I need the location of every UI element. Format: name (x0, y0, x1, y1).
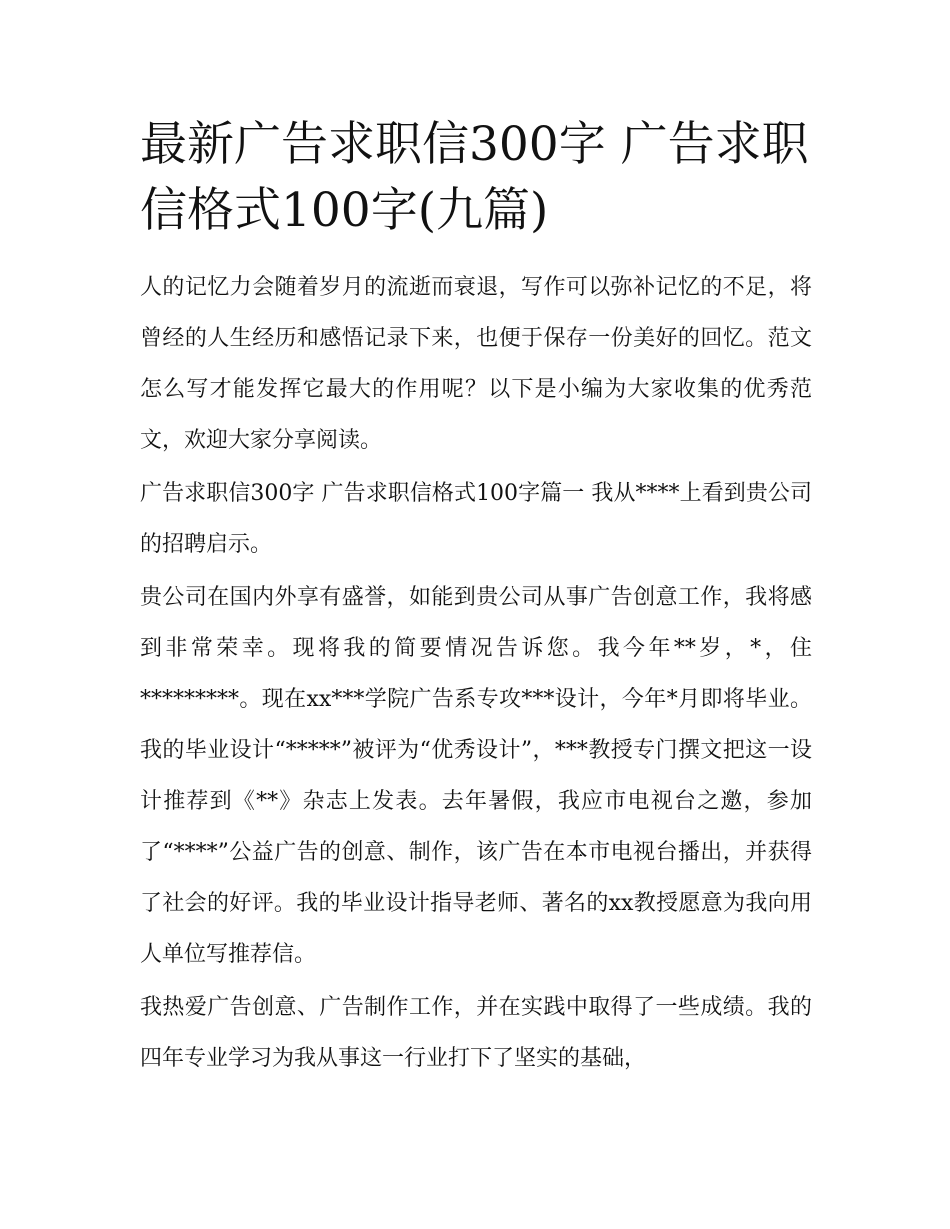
intro-paragraph: 人的记忆力会随着岁月的流逝而衰退，写作可以弥补记忆的不足，将曾经的人生经历和感悟记录下来，也便于保存一份美好的回忆。范文怎么写才能发挥它最大的作用呢？以下是小编为大家收集的优秀范文，欢迎大家分享阅读。 (140, 275, 812, 453)
body-paragraph: 贵公司在国内外享有盛誉，如能到贵公司从事广告创意工作，我将感到非常荣幸。现将我的简要情况告诉您。我今年**岁，*，住*********。现在xx***学院广告系专攻***设计，今年*月即将毕业。我的毕业设计“*****”被评为“优秀设计”，***教授专门撰文把这一设计推荐到《**》杂志上发表。去年暑假，我应市电视台之邀，参加了“****”公益广告的创意、制作，该广告在本市电视台播出，并获得了社会的好评。我的毕业设计指导老师、著名的xx教授愿意为我向用人单位写推荐信。 (140, 585, 812, 967)
document-title: 最新广告求职信300字 广告求职信格式100字(九篇) (140, 117, 809, 238)
body-paragraph: 我热爱广告创意、广告制作工作，并在实践中取得了一些成绩。我的四年专业学习为我从事这一行业打下了坚实的基础， (140, 995, 812, 1071)
section-heading-paragraph: 广告求职信300字 广告求职信格式100字篇一 我从****上看到贵公司的招聘启示。 (140, 481, 812, 557)
document-body (140, 112, 812, 1086)
